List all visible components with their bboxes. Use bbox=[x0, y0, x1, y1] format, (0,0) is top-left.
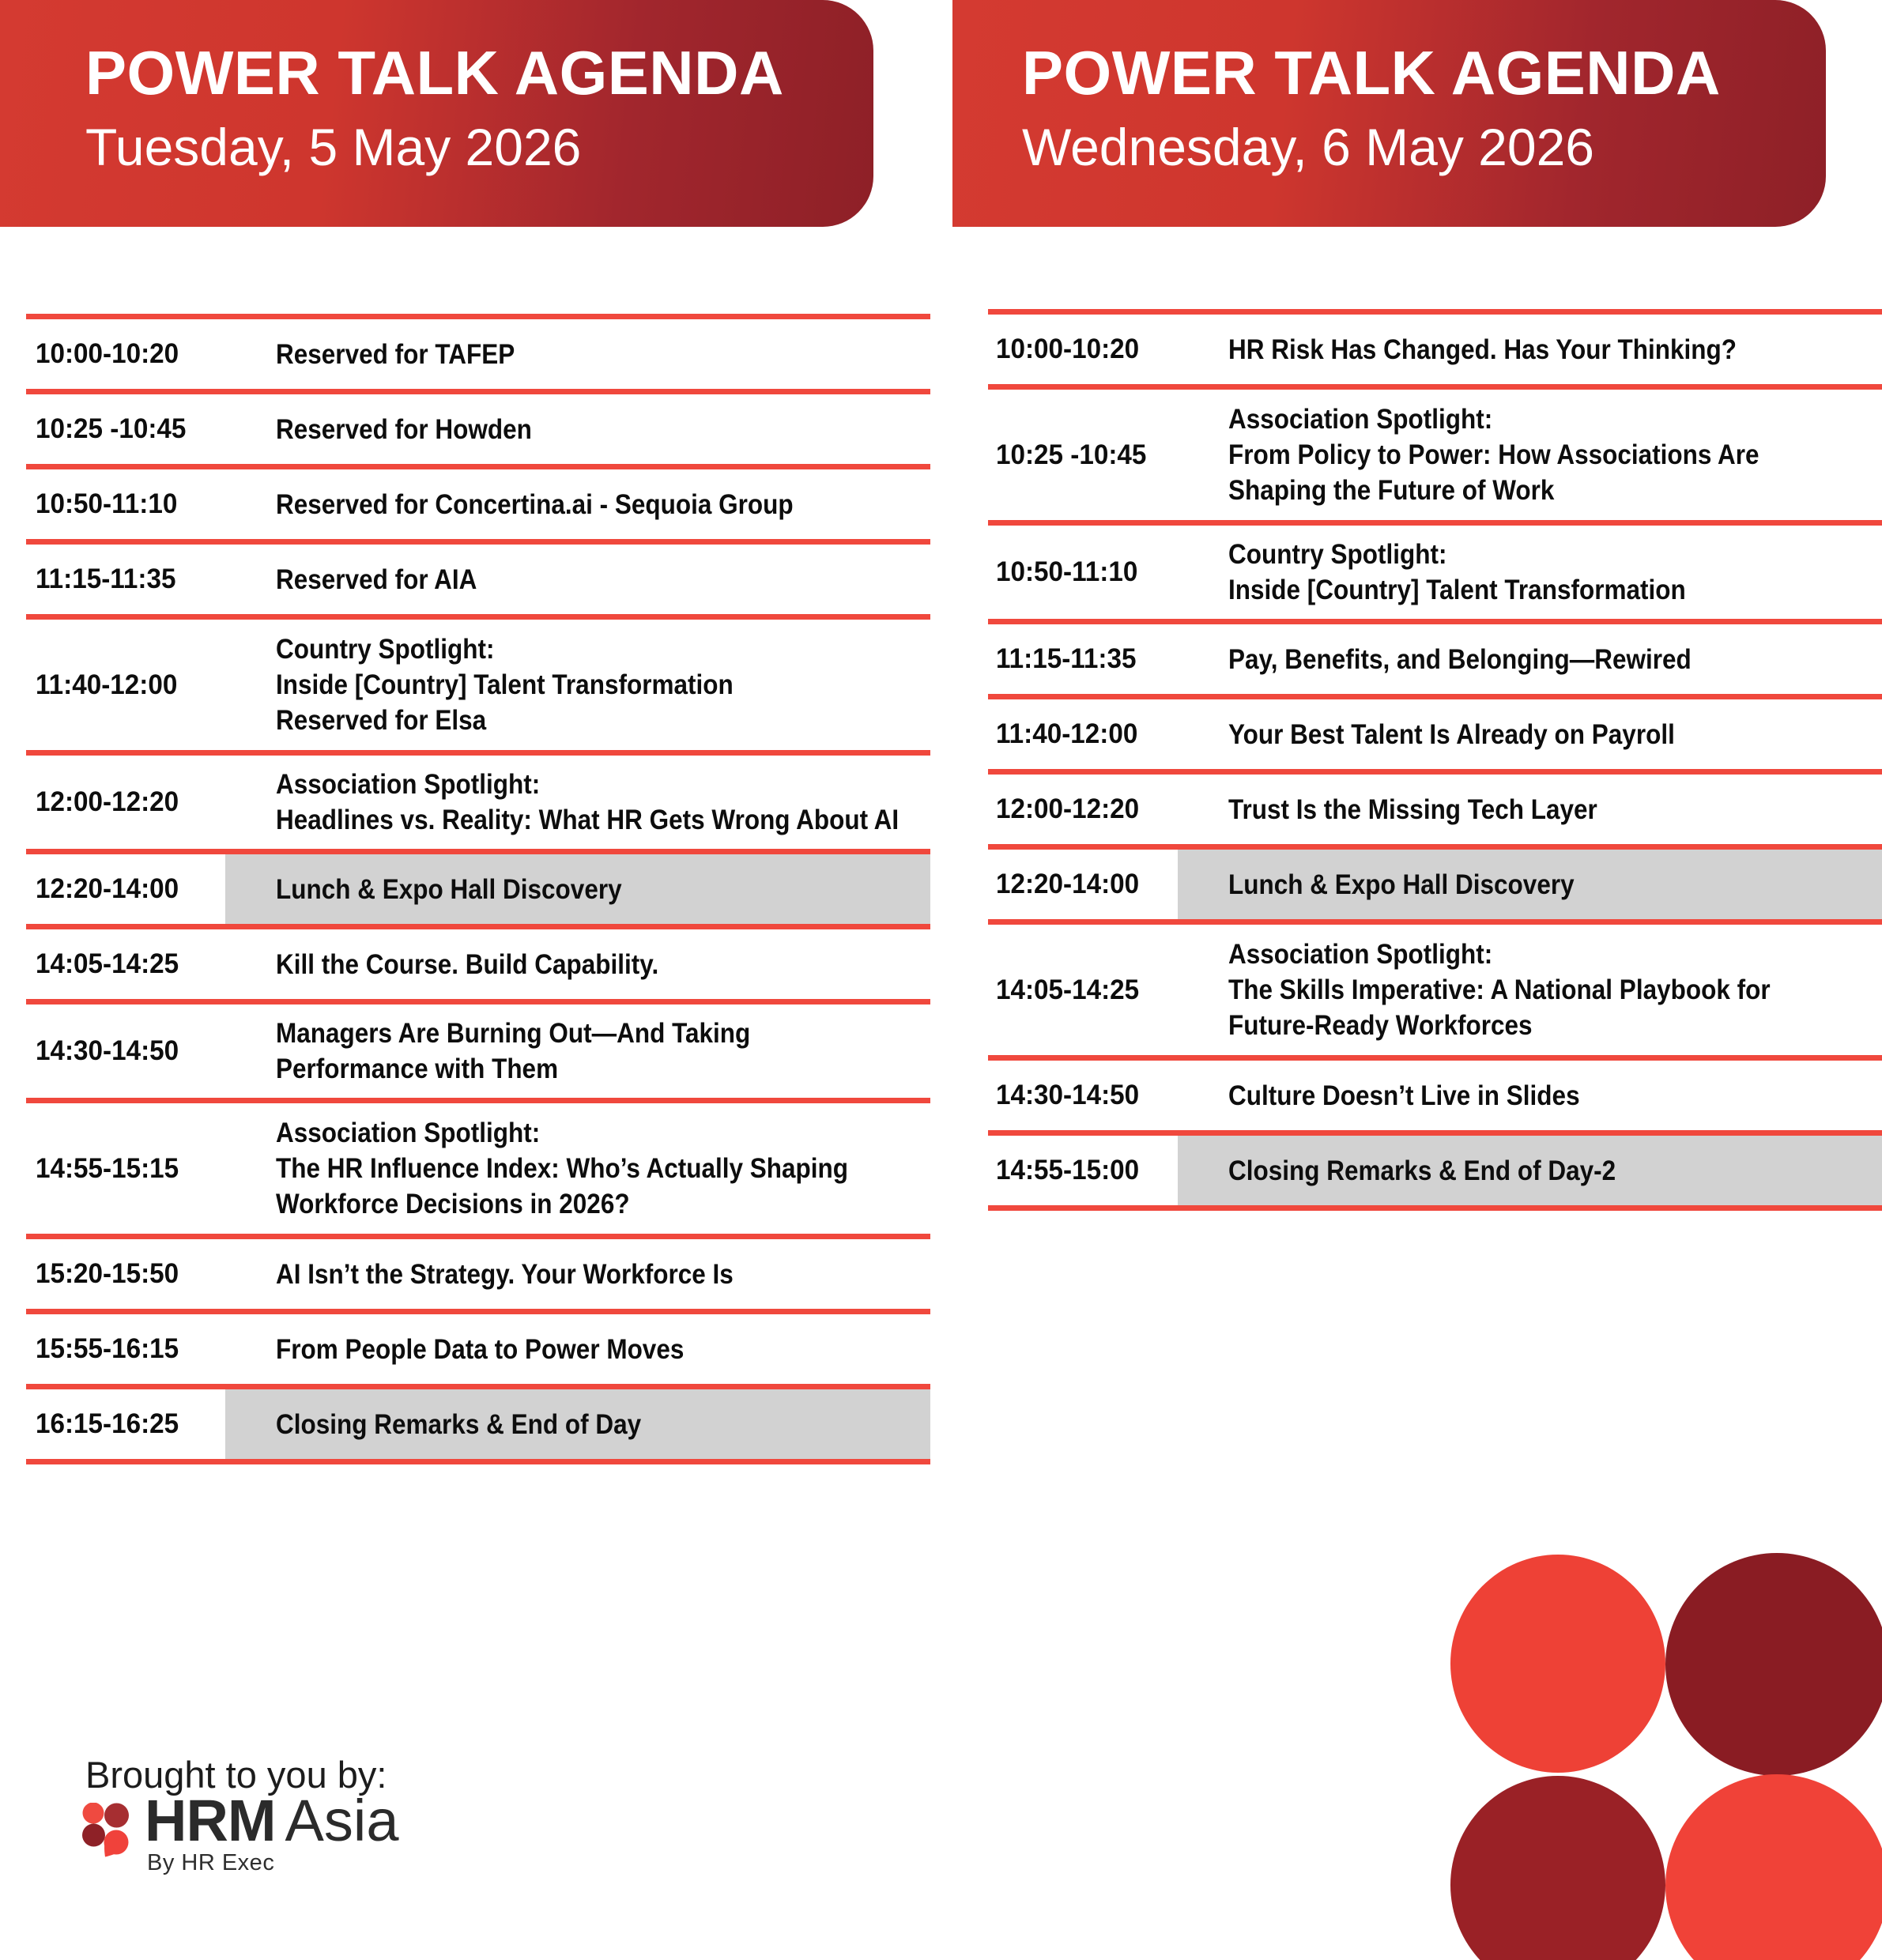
agenda-row bbox=[26, 464, 930, 539]
session-title-line: Your Best Talent Is Already on Payroll bbox=[1228, 718, 1675, 750]
session-title-line: Reserved for TAFEP bbox=[276, 338, 515, 370]
session-time-text: 10:00-10:20 bbox=[36, 338, 179, 369]
session-title-line: Culture Doesn’t Live in Slides bbox=[1228, 1080, 1580, 1111]
session-time bbox=[26, 394, 225, 464]
session-time bbox=[26, 469, 225, 539]
session-title-line: Association Spotlight: bbox=[1228, 404, 1493, 435]
session-title bbox=[225, 854, 930, 924]
session-time bbox=[26, 1389, 225, 1459]
session-title-line: Association Spotlight: bbox=[276, 769, 541, 800]
agenda-row bbox=[988, 520, 1882, 619]
session-title bbox=[225, 1239, 930, 1309]
agenda-row bbox=[26, 1098, 930, 1234]
decor-circle-bright-bottom-right bbox=[1665, 1774, 1882, 1960]
session-title-line: Inside [Country] Talent Transformation bbox=[1228, 575, 1686, 605]
banner-date: Wednesday, 6 May 2026 bbox=[1022, 118, 1595, 177]
brand-tagline: By HR Exec bbox=[147, 1850, 275, 1875]
session-time-text: 11:15-11:35 bbox=[36, 564, 176, 594]
agenda-row bbox=[988, 844, 1882, 919]
session-title bbox=[1178, 699, 1882, 769]
session-title bbox=[1178, 775, 1882, 844]
session-title bbox=[1178, 1061, 1882, 1130]
brought-to-you-by-label: Brought to you by: bbox=[85, 1754, 387, 1796]
session-time-text: 10:25 -10:45 bbox=[36, 413, 187, 444]
agenda-row bbox=[988, 1055, 1882, 1130]
agenda-row bbox=[988, 1130, 1882, 1205]
brand-hrm: HRM bbox=[145, 1788, 276, 1853]
session-title-line: From People Data to Power Moves bbox=[276, 1333, 685, 1365]
agenda-row bbox=[26, 1309, 930, 1384]
session-title bbox=[225, 756, 975, 849]
agenda-row bbox=[988, 694, 1882, 769]
agenda-row bbox=[26, 924, 930, 999]
agenda-row bbox=[26, 849, 930, 924]
session-title bbox=[225, 1103, 930, 1234]
session-time bbox=[26, 545, 225, 614]
session-title-line: Trust Is the Missing Tech Layer bbox=[1228, 793, 1597, 825]
session-title-line: Reserved for Howden bbox=[276, 413, 532, 445]
agenda-row bbox=[26, 999, 930, 1098]
session-title bbox=[225, 469, 930, 539]
session-title-line: Closing Remarks & End of Day-2 bbox=[1228, 1155, 1616, 1186]
session-title bbox=[1178, 624, 1882, 694]
agenda-row bbox=[26, 539, 930, 614]
session-time bbox=[26, 929, 225, 999]
session-time-text: 10:00-10:20 bbox=[996, 334, 1140, 364]
session-title-line: Association Spotlight: bbox=[276, 1118, 541, 1148]
agenda-row bbox=[26, 1384, 930, 1459]
session-title bbox=[225, 394, 930, 464]
session-time-text: 11:40-12:00 bbox=[36, 669, 178, 700]
agenda-row bbox=[988, 309, 1882, 384]
session-time-text: 12:20-14:00 bbox=[36, 873, 179, 904]
agenda-row bbox=[26, 389, 930, 464]
session-title-line: Inside [Country] Talent Transformation bbox=[276, 669, 734, 700]
session-time-text: 14:05-14:25 bbox=[996, 974, 1140, 1005]
session-time bbox=[988, 925, 1178, 1055]
session-title-line: Reserved for AIA bbox=[276, 564, 477, 595]
session-title-line: Country Spotlight: bbox=[276, 634, 495, 665]
session-time-text: 10:25 -10:45 bbox=[996, 439, 1147, 470]
session-title bbox=[1178, 925, 1882, 1055]
session-time-text: 12:00-12:20 bbox=[996, 793, 1140, 824]
session-time-text: 14:55-15:00 bbox=[996, 1155, 1140, 1185]
session-title-line: Closing Remarks & End of Day bbox=[276, 1408, 642, 1440]
banner-date: Tuesday, 5 May 2026 bbox=[85, 118, 582, 177]
session-time bbox=[26, 319, 225, 389]
session-title bbox=[1178, 850, 1882, 919]
banner-wednesday bbox=[952, 0, 1826, 227]
session-title-line: AI Isn’t the Strategy. Your Workforce Is bbox=[276, 1258, 734, 1290]
session-time-text: 14:30-14:50 bbox=[36, 1035, 179, 1066]
agenda-row bbox=[988, 919, 1882, 1055]
session-title bbox=[225, 319, 930, 389]
session-title bbox=[225, 929, 930, 999]
session-time bbox=[26, 1239, 225, 1309]
banner-title: POWER TALK AGENDA bbox=[85, 38, 784, 107]
session-title-line: Country Spotlight: bbox=[1228, 539, 1447, 570]
session-time-text: 10:50-11:10 bbox=[996, 556, 1138, 587]
session-time-text: 10:50-11:10 bbox=[36, 488, 178, 519]
session-title-line: Lunch & Expo Hall Discovery bbox=[276, 873, 622, 905]
decor-circle-dark-bottom-left bbox=[1450, 1776, 1665, 1960]
hrm-asia-wordmark bbox=[145, 1788, 399, 1853]
session-title-line: The Skills Imperative: A National Playbook for bbox=[1228, 974, 1771, 1005]
session-time-text: 15:55-16:15 bbox=[36, 1333, 179, 1364]
session-title-line: Reserved for Elsa bbox=[276, 705, 487, 736]
agenda-row bbox=[26, 750, 930, 849]
session-title bbox=[225, 545, 930, 614]
decor-circle-dark-top-right bbox=[1665, 1553, 1882, 1776]
session-title-line: Lunch & Expo Hall Discovery bbox=[1228, 869, 1575, 900]
session-title bbox=[1178, 315, 1882, 384]
session-time bbox=[988, 624, 1178, 694]
session-time bbox=[26, 756, 225, 849]
session-title-line: Managers Are Burning Out—And Taking bbox=[276, 1018, 751, 1049]
session-title-line: Future-Ready Workforces bbox=[1228, 1010, 1533, 1041]
session-time bbox=[988, 526, 1178, 619]
session-title-line: Shaping the Future of Work bbox=[1228, 475, 1555, 506]
session-time bbox=[988, 1136, 1178, 1205]
hrm-asia-logo-icon bbox=[82, 1803, 130, 1857]
session-time bbox=[988, 390, 1178, 520]
agenda-table-tuesday bbox=[26, 314, 930, 1464]
session-title-line: Headlines vs. Reality: What HR Gets Wrong About AI bbox=[276, 805, 900, 835]
session-time bbox=[26, 854, 225, 924]
banner-title: POWER TALK AGENDA bbox=[1022, 38, 1721, 107]
session-title bbox=[225, 620, 930, 750]
session-time-text: 11:15-11:35 bbox=[996, 643, 1137, 674]
session-time bbox=[988, 699, 1178, 769]
agenda-row bbox=[26, 1234, 930, 1309]
session-title bbox=[1178, 1136, 1882, 1205]
session-title-line: HR Risk Has Changed. Has Your Thinking? bbox=[1228, 334, 1737, 365]
agenda-row bbox=[26, 314, 930, 389]
session-time-text: 12:00-12:20 bbox=[36, 786, 179, 817]
session-time bbox=[26, 1004, 225, 1098]
session-time-text: 16:15-16:25 bbox=[36, 1408, 179, 1439]
agenda-row bbox=[988, 769, 1882, 844]
session-title bbox=[225, 1004, 930, 1098]
session-title-line: Association Spotlight: bbox=[1228, 939, 1493, 970]
session-title bbox=[225, 1314, 930, 1384]
banner-tuesday bbox=[0, 0, 873, 227]
session-title-line: Pay, Benefits, and Belonging—Rewired bbox=[1228, 643, 1692, 675]
session-time bbox=[26, 1314, 225, 1384]
agenda-row bbox=[988, 384, 1882, 520]
session-time-text: 15:20-15:50 bbox=[36, 1258, 179, 1289]
session-title-line: Workforce Decisions in 2026? bbox=[276, 1189, 630, 1219]
session-time-text: 14:30-14:50 bbox=[996, 1080, 1140, 1110]
session-time bbox=[26, 620, 225, 750]
session-time bbox=[988, 1061, 1178, 1130]
session-title bbox=[1178, 526, 1882, 619]
agenda-row bbox=[26, 614, 930, 750]
decor-circle-bright-top-left bbox=[1450, 1555, 1665, 1773]
session-title-line: The HR Influence Index: Who’s Actually Shaping bbox=[276, 1153, 848, 1184]
agenda-row bbox=[988, 619, 1882, 694]
session-time bbox=[988, 775, 1178, 844]
session-title bbox=[225, 1389, 930, 1459]
session-time-text: 14:55-15:15 bbox=[36, 1152, 179, 1184]
session-time bbox=[988, 315, 1178, 384]
brand-asia: Asia bbox=[285, 1788, 399, 1853]
session-time-text: 14:05-14:25 bbox=[36, 948, 179, 979]
session-title-line: Performance with Them bbox=[276, 1054, 559, 1084]
session-time-text: 11:40-12:00 bbox=[996, 718, 1138, 749]
session-title-line: From Policy to Power: How Associations Are bbox=[1228, 439, 1759, 470]
agenda-table-wednesday bbox=[988, 309, 1882, 1211]
session-title bbox=[1178, 390, 1882, 520]
session-time-text: 12:20-14:00 bbox=[996, 869, 1140, 899]
session-time bbox=[988, 850, 1178, 919]
session-title-line: Kill the Course. Build Capability. bbox=[276, 948, 659, 980]
session-title-line: Reserved for Concertina.ai - Sequoia Group bbox=[276, 488, 794, 520]
session-time bbox=[26, 1103, 225, 1234]
